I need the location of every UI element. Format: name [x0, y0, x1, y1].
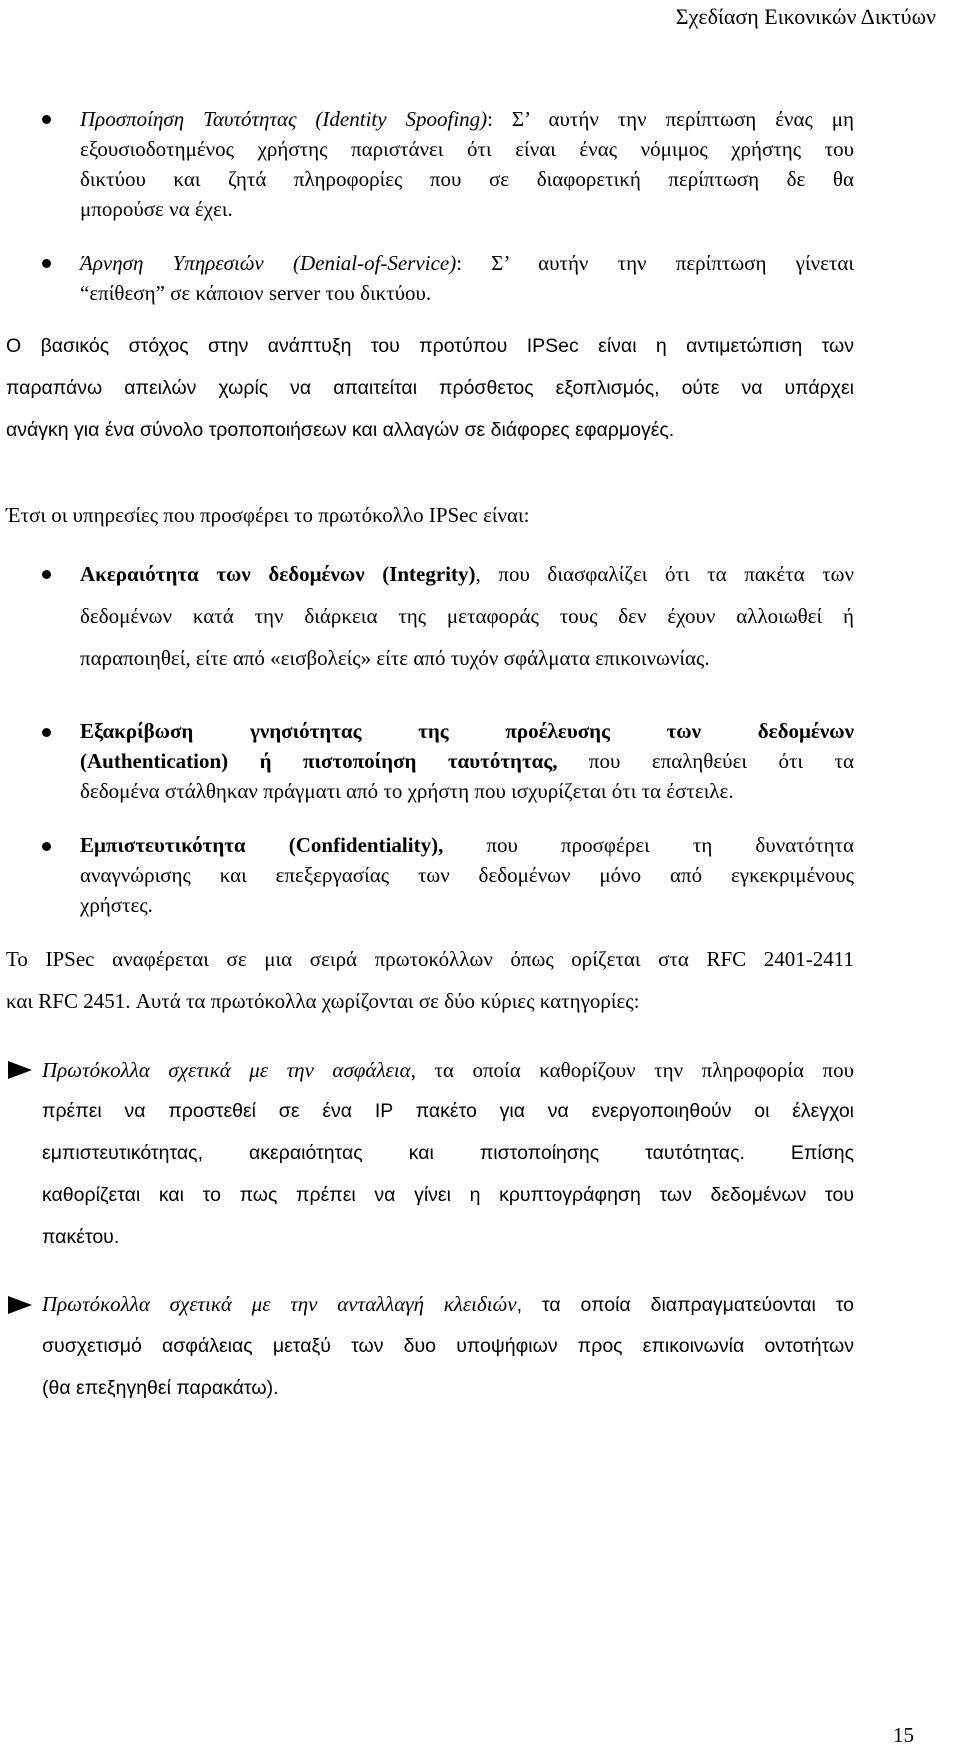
bullet-item-denial-of-service: [80, 248, 854, 278]
text: που προσφέρει τη δυνατότητα: [443, 833, 854, 857]
bullet-icon: [42, 570, 51, 579]
text: , που διασφαλίζει ότι τα πακέτα των: [475, 562, 854, 586]
text-line: δικτύου και ζητά πληροφορίες που σε διαφορετική περίπτωση δε θα: [80, 167, 854, 191]
page-number: 15: [893, 1723, 914, 1747]
text: , τα οποία καθορίζουν την πληροφορία που: [410, 1058, 854, 1082]
arrow-bullet-icon: [8, 1296, 32, 1314]
bullet-icon: [42, 259, 51, 268]
text-line: χρήστες.: [80, 893, 153, 917]
bullet-icon: [42, 115, 51, 124]
service-confidentiality: [80, 830, 854, 860]
paragraph-line: ανάγκη για ένα σύνολο τροποποιήσεων και αλλαγών σε διάφορες εφαρμογές.: [6, 419, 675, 441]
text-line: πρέπει να προστεθεί σε ένα IP πακέτο για να ενεργοποιηθούν οι έλεγχοι: [42, 1100, 854, 1122]
service-integrity: [80, 559, 854, 589]
term-security-protocols: Πρωτόκολλα σχετικά με την ασφάλεια: [42, 1058, 411, 1082]
category-key-exchange: [42, 1290, 854, 1319]
arrow-bullet-icon: [8, 1061, 32, 1079]
text-line: δεδομένων κατά την διάρκεια της μεταφοράς τους δεν έχουν αλλοιωθεί ή: [80, 604, 854, 628]
text-line: παραποιηθεί, είτε από «εισβολείς» είτε από τυχόν σφάλματα επικοινωνίας.: [80, 646, 710, 670]
text-line: “επίθεση” σε κάποιον server του δικτύου.: [80, 281, 432, 305]
paragraph-line: Το IPSec αναφέρεται σε μια σειρά πρωτοκόλλων όπως ορίζεται στα RFC 2401-2411: [6, 947, 854, 971]
bullet-icon: [42, 842, 51, 851]
text-line: [80, 746, 854, 776]
term-confidentiality: Εμπιστευτικότητα (Confidentiality),: [80, 833, 444, 857]
text: : Σ’ αυτήν την περίπτωση ένας μη: [487, 107, 854, 131]
running-header: Σχεδίαση Εικονικών Δικτύων: [675, 4, 936, 29]
paragraph-line: Ο βασικός στόχος στην ανάπτυξη του προτύπου IPSec είναι η αντιμετώπιση των: [6, 335, 854, 357]
text-line: καθορίζεται και το πως πρέπει να γίνει η κρυπτογράφηση των δεδομένων του: [42, 1184, 854, 1206]
text-line: εξουσιοδοτημένος χρήστης παριστάνει ότι είναι ένας νόμιμος χρήστης του: [80, 137, 854, 161]
text: , τα οποία διαπραγματεύονται το: [516, 1294, 855, 1316]
text-line: εμπιστευτικότητας, ακεραιότητας και πιστοποίησης ταυτότητας. Επίσης: [42, 1142, 854, 1164]
service-authentication: [80, 716, 854, 746]
bullet-item-identity-spoofing: [80, 104, 854, 134]
text-line: (θα επεξηγηθεί παρακάτω).: [42, 1377, 279, 1399]
term-authentication: Εξακρίβωση γνησιότητας της προέλευσης των δεδομένων: [80, 719, 854, 743]
term-denial-of-service: Άρνηση Υπηρεσιών (Denial-of-Service): [80, 251, 457, 275]
text-line: μπορούσε να έχει.: [80, 197, 233, 221]
text: που επαληθεύει ότι τα: [557, 749, 854, 773]
term-identity-spoofing: Προσποίηση Ταυτότητας (Identity Spoofing): [80, 107, 488, 131]
text-line: αναγνώρισης και επεξεργασίας των δεδομένων μόνο από εγκεκριμένους: [80, 863, 854, 887]
text: : Σ’ αυτήν την περίπτωση γίνεται: [456, 251, 854, 275]
category-security: [42, 1055, 854, 1085]
bullet-icon: [42, 728, 51, 737]
paragraph-line: και RFC 2451. Αυτά τα πρωτόκολλα χωρίζονται σε δύο κύριες κατηγορίες:: [6, 989, 640, 1013]
term-authentication-2: (Authentication) ή πιστοποίηση ταυτότητας,: [80, 749, 558, 773]
term-key-exchange-protocols: Πρωτόκολλα σχετικά με την ανταλλαγή κλειδιών: [42, 1292, 517, 1316]
term-integrity: Ακεραιότητα των δεδομένων (Integrity): [80, 562, 476, 586]
text-line: δεδομένα στάλθηκαν πράγματι από το χρήστη που ισχυρίζεται ότι τα έστειλε.: [80, 779, 734, 803]
paragraph-line: παραπάνω απειλών χωρίς να απαιτείται πρόσθετος εξοπλισμός, ούτε να υπάρχει: [6, 377, 854, 399]
text-line: πακέτου.: [42, 1226, 120, 1248]
paragraph-line: Έτσι οι υπηρεσίες που προσφέρει το πρωτόκολλο IPSec είναι:: [6, 503, 530, 527]
text-line: συσχετισμό ασφάλειας μεταξύ των δυο υποψήφιων προς επικοινωνία οντοτήτων: [42, 1335, 854, 1357]
